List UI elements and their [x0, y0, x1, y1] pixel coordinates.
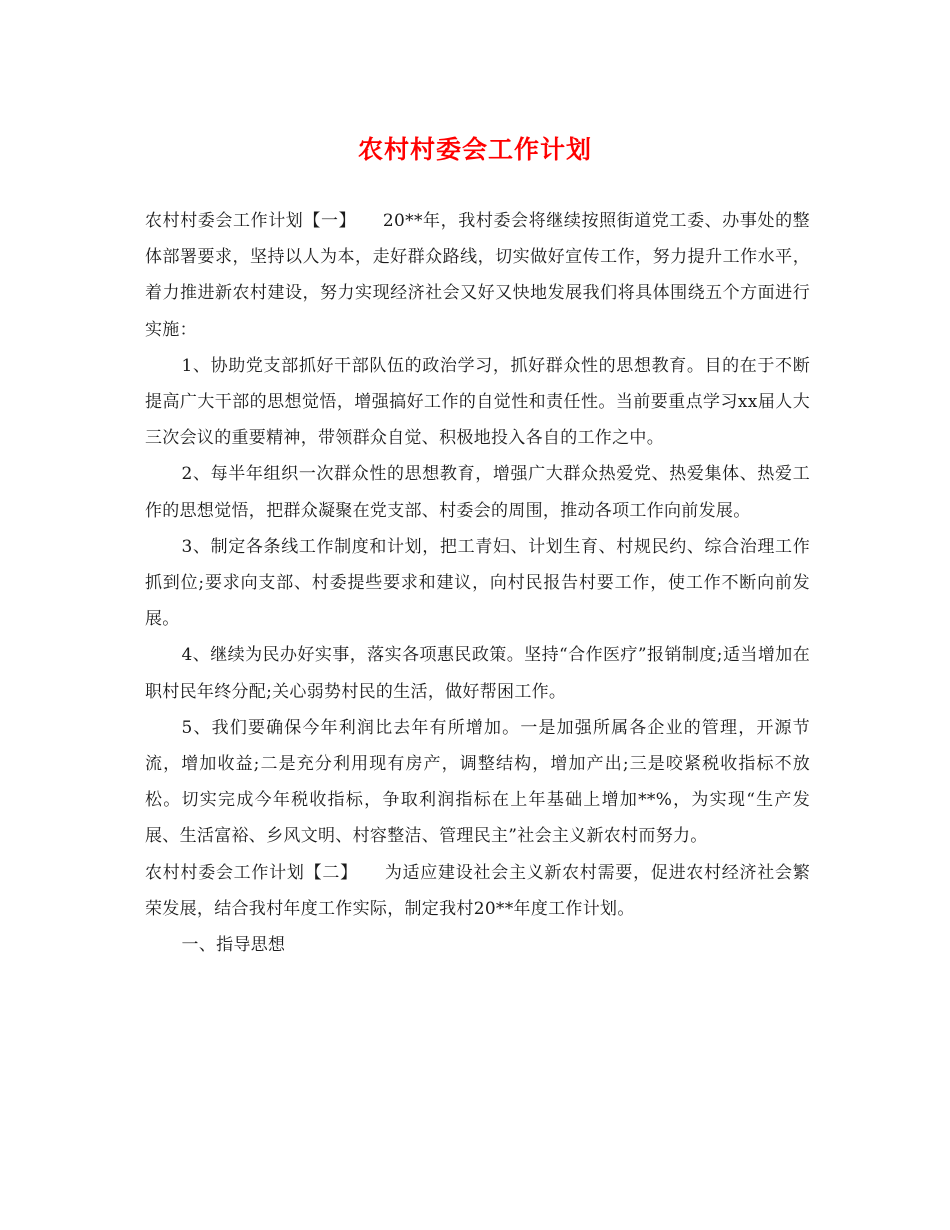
plan-item-2: 2、每半年组织一次群众性的思想教育，增强广大群众热爱党、热爱集体、热爱工作的思想觉悟，把群众凝聚在党支部、村委会的周围，推动各项工作向前发展。	[145, 464, 810, 521]
subheading-guiding-ideology: 一、指导思想	[181, 935, 286, 956]
section-two-heading: 农村村委会工作计划【二】	[145, 862, 350, 883]
plan-item-5: 5、我们要确保今年利润比去年有所增加。一是加强所属各企业的管理，开源节流，增加收益;二是充分利用现有房产，调整结构，增加产出;三是咬紧税收指标不放松。切实完成今年税收指标，争取利润指标在上年基础上增加**%，为实现“生产发展、生活富裕、乡风文明、村容整洁、管理民主”社会主义新农村而努力。	[145, 717, 810, 847]
document-body	[145, 203, 810, 963]
plan-item-3: 3、制定各条线工作制度和计划，把工青妇、计划生育、村规民约、综合治理工作抓到位;要求向支部、村委提些要求和建议，向村民报告村要工作，使工作不断向前发展。	[145, 536, 810, 630]
section-two-intro-text: 为适应建设社会主义新农村需要，促进农村经济社会繁荣发展，结合我村年度工作实际，制定我村20**年度工作计划。	[145, 862, 811, 919]
section-one-intro-text: 20**年，我村委会将继续按照街道党工委、办事处的整体部署要求，坚持以人为本，走好群众路线，切实做好宣传工作，努力提升工作水平，着力推进新农村建设，努力实现经济社会又好又快地发展我们将具体围绕五个方面进行实施：	[145, 211, 810, 340]
plan-item-1: 1、协助党支部抓好干部队伍的政治学习，抓好群众性的思想教育。目的在于不断提高广大干部的思想觉悟，增强搞好工作的自觉性和责任性。当前要重点学习xx届人大三次会议的重要精神，带领群众自觉、积极地投入各自的工作之中。	[145, 355, 810, 449]
section-two-gap	[349, 863, 384, 883]
section-one-intro	[145, 203, 810, 348]
section-two-intro	[145, 855, 810, 927]
section-one-gap	[348, 211, 383, 231]
section-one-heading: 农村村委会工作计划【一】	[145, 211, 348, 231]
plan-item-4: 4、继续为民办好实事，落实各项惠民政策。坚持“合作医疗”报销制度;适当增加在职村民年终分配;关心弱势村民的生活，做好帮困工作。	[145, 645, 810, 702]
document-title: 农村村委会工作计划	[357, 135, 592, 164]
